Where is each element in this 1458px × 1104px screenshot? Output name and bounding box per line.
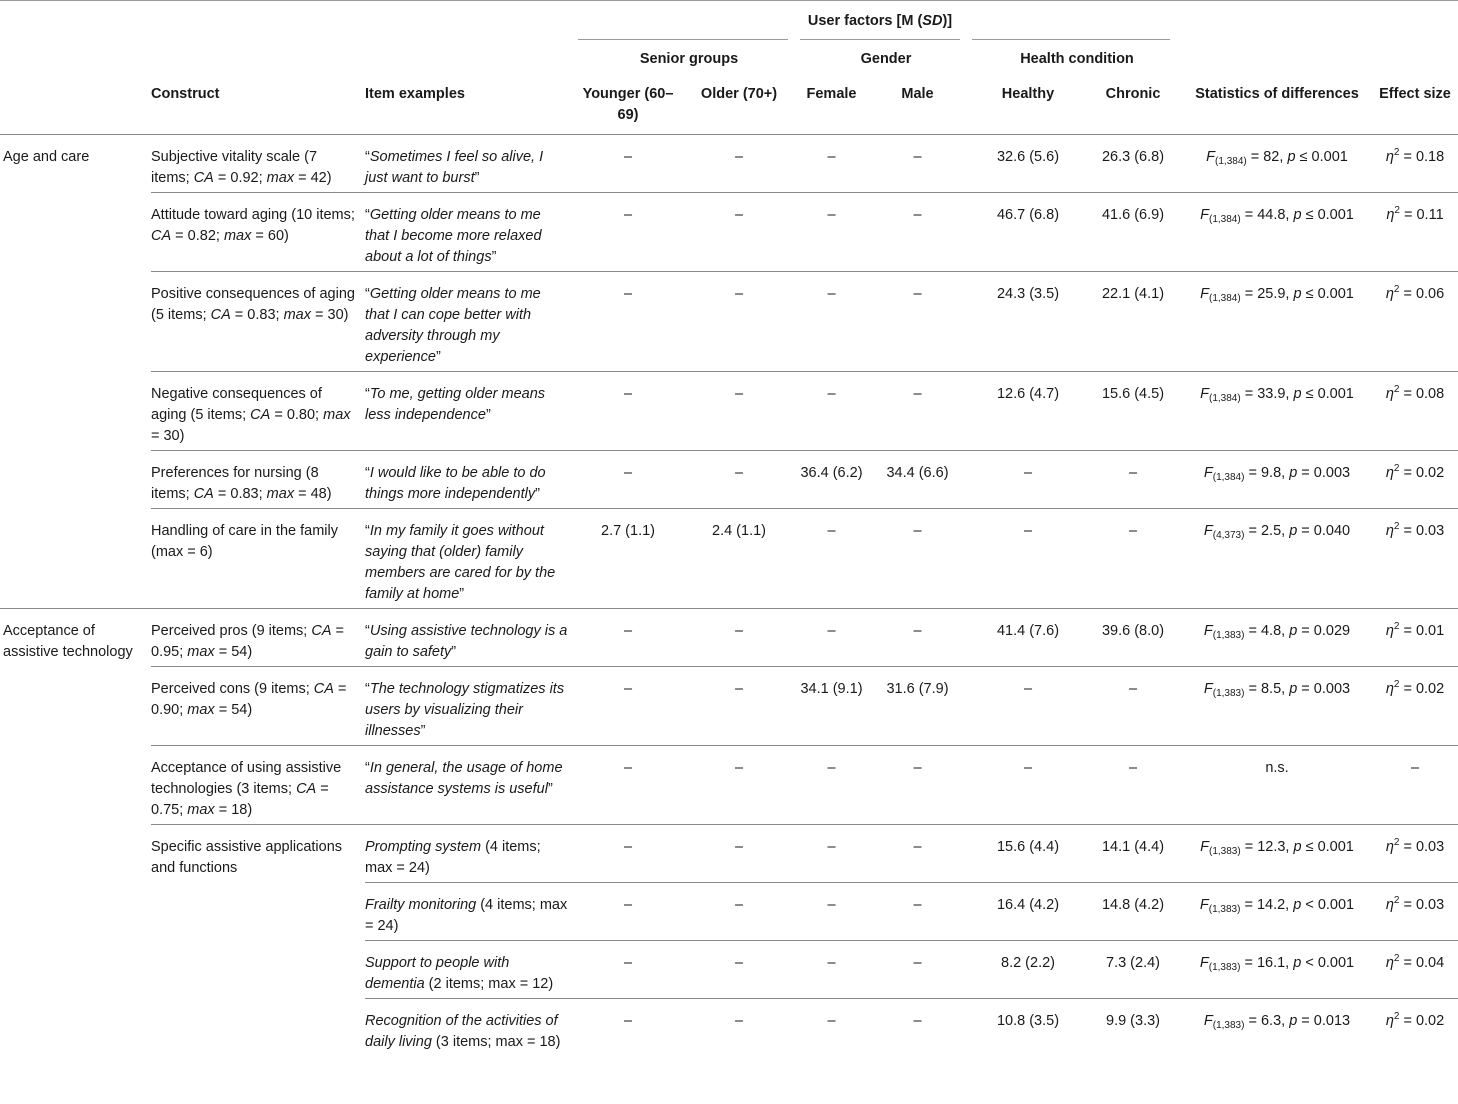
male-value: – <box>863 272 972 372</box>
statistics-cell: $F_{(1,383)} = 8.5$, p = 0.003 <box>1182 667 1372 746</box>
table-row <box>0 825 1458 883</box>
construct-cell: Perceived cons (9 items; CA = 0.90; max = 54) <box>151 667 365 746</box>
senior-groups-header: Senior groups <box>578 39 800 77</box>
younger-value: – <box>578 746 678 825</box>
statistics-cell: $F_{(1,384)} = 33.9$, p ≤ 0.001 <box>1182 372 1372 451</box>
item-example-cell: “Getting older means to me that I can cope better with adversity through my experience” <box>365 272 578 372</box>
male-value: – <box>863 999 972 1057</box>
statistics-cell: n.s. <box>1182 746 1372 825</box>
section-label: Age and care <box>3 149 90 165</box>
section-label: Acceptance of assistive technology <box>0 609 151 667</box>
male-value: – <box>863 941 972 999</box>
chronic-value: 22.1 (4.1) <box>1084 272 1182 372</box>
construct-cell: Perceived pros (9 items; CA = 0.95; max = 54) <box>151 609 365 667</box>
female-value: – <box>800 609 863 667</box>
healthy-value: 12.6 (4.7) <box>972 372 1084 451</box>
col-younger: Younger (60–69) <box>578 77 678 135</box>
younger-value: – <box>578 451 678 509</box>
table-row <box>0 509 1458 609</box>
effect-size-cell: $\eta^2 = 0.03$ <box>1372 509 1458 609</box>
effect-size-cell: $\eta^2 = 0.04$ <box>1372 941 1458 999</box>
col-female: Female <box>800 77 863 135</box>
statistics-cell: $F_{(1,383)} = 4.8$, p = 0.029 <box>1182 609 1372 667</box>
chronic-value: 7.3 (2.4) <box>1084 941 1182 999</box>
male-value: – <box>863 372 972 451</box>
younger-value: 2.7 (1.1) <box>578 509 678 609</box>
item-example-cell: “Sometimes I feel so alive, I just want to burst” <box>365 149 544 186</box>
male-value: – <box>863 193 972 272</box>
female-value: – <box>827 149 836 165</box>
male-value: – <box>863 609 972 667</box>
statistics-cell: $F_{(1,383)} = 12.3$, p ≤ 0.001 <box>1182 825 1372 883</box>
col-healthy: Healthy <box>972 77 1084 135</box>
table-row <box>0 667 1458 746</box>
female-value: 36.4 (6.2) <box>800 451 863 509</box>
female-value: – <box>800 883 863 941</box>
healthy-value: 46.7 (6.8) <box>972 193 1084 272</box>
younger-value: – <box>578 372 678 451</box>
healthy-value: 32.6 (5.6) <box>996 149 1060 165</box>
col-chronic: Chronic <box>1084 77 1182 135</box>
older-value: – <box>678 667 800 746</box>
effect-size-cell: $\eta^2 = 0.08$ <box>1372 372 1458 451</box>
statistics-cell: $F_{(4,373)} = 2.5$, p = 0.040 <box>1182 509 1372 609</box>
younger-value: – <box>623 149 633 165</box>
younger-value: – <box>578 272 678 372</box>
statistics-cell: $F_{(1,383)} = 16.1$, p < 0.001 <box>1182 941 1372 999</box>
female-value: – <box>800 193 863 272</box>
healthy-value: – <box>972 746 1084 825</box>
male-value: – <box>863 746 972 825</box>
effect-size-cell: $\eta^2 = 0.02$ <box>1372 999 1458 1057</box>
chronic-value: – <box>1084 509 1182 609</box>
construct-cell: Negative consequences of aging (5 items; CA = 0.80; max = 30) <box>151 372 365 451</box>
construct-cell: Preferences for nursing (8 items; CA = 0.83; max = 48) <box>151 451 365 509</box>
younger-value: – <box>578 193 678 272</box>
construct-cell: Acceptance of using assistive technologies (3 items; CA = 0.75; max = 18) <box>151 746 365 825</box>
effect-size-cell: $\eta^2 = 0.18$ <box>1385 147 1445 165</box>
male-value: – <box>913 149 922 165</box>
older-value: – <box>678 372 800 451</box>
female-value: – <box>800 825 863 883</box>
col-construct: Construct <box>151 77 365 135</box>
healthy-value: – <box>972 509 1084 609</box>
younger-value: – <box>578 941 678 999</box>
chronic-value: – <box>1084 451 1182 509</box>
item-example-cell: “Getting older means to me that I become more relaxed about a lot of things” <box>365 193 578 272</box>
healthy-value: 8.2 (2.2) <box>972 941 1084 999</box>
male-value: – <box>863 883 972 941</box>
healthy-value: 24.3 (3.5) <box>972 272 1084 372</box>
item-example-cell: Support to people with dementia (2 items; max = 12) <box>365 941 578 999</box>
older-value: – <box>678 999 800 1057</box>
older-value: – <box>678 825 800 883</box>
chronic-value: – <box>1084 746 1182 825</box>
older-value: – <box>678 883 800 941</box>
table-row <box>0 451 1458 509</box>
col-effect-size: Effect size <box>1372 77 1458 135</box>
chronic-value: 15.6 (4.5) <box>1084 372 1182 451</box>
chronic-value: 14.8 (4.2) <box>1084 883 1182 941</box>
table-row <box>0 193 1458 272</box>
effect-size-cell: – <box>1372 746 1458 825</box>
statistics-cell: $F_{(1,384)} = 25.9$, p ≤ 0.001 <box>1182 272 1372 372</box>
older-value: 2.4 (1.1) <box>678 509 800 609</box>
healthy-value: – <box>972 451 1084 509</box>
col-male: Male <box>863 77 972 135</box>
item-example-cell: Recognition of the activities of daily living (3 items; max = 18) <box>365 999 578 1057</box>
item-example-cell: “In my family it goes without saying that (older) family members are cared for by the family at home” <box>365 509 578 609</box>
older-value: – <box>734 149 744 165</box>
item-example-cell: “Using assistive technology is a gain to safety” <box>365 609 578 667</box>
healthy-value: – <box>972 667 1084 746</box>
gender-header: Gender <box>800 39 972 77</box>
table-row <box>0 135 1458 193</box>
construct-cell <box>151 999 365 1057</box>
effect-size-cell: $\eta^2 = 0.06$ <box>1372 272 1458 372</box>
construct-cell: Handling of care in the family (max = 6) <box>151 509 365 609</box>
older-value: – <box>678 746 800 825</box>
younger-value: – <box>578 999 678 1057</box>
chronic-value: 26.3 (6.8) <box>1101 149 1165 165</box>
chronic-value: 41.6 (6.9) <box>1084 193 1182 272</box>
construct-cell: Positive consequences of aging (5 items; CA = 0.83; max = 30) <box>151 272 365 372</box>
older-value: – <box>678 193 800 272</box>
male-value: – <box>863 825 972 883</box>
item-example-cell: Frailty monitoring (4 items; max = 24) <box>365 883 578 941</box>
healthy-value: 15.6 (4.4) <box>972 825 1084 883</box>
healthy-value: 16.4 (4.2) <box>972 883 1084 941</box>
table-row <box>0 883 1458 941</box>
effect-size-cell: $\eta^2 = 0.02$ <box>1372 451 1458 509</box>
healthy-value: 41.4 (7.6) <box>972 609 1084 667</box>
item-example-cell: “In general, the usage of home assistance systems is useful” <box>365 746 578 825</box>
construct-cell <box>151 941 365 999</box>
item-example-cell: “I would like to be able to do things more independently” <box>365 451 578 509</box>
effect-size-cell: $\eta^2 = 0.02$ <box>1372 667 1458 746</box>
male-value: 31.6 (7.9) <box>863 667 972 746</box>
effect-size-cell: $\eta^2 = 0.01$ <box>1372 609 1458 667</box>
chronic-value: 39.6 (8.0) <box>1084 609 1182 667</box>
col-stats: Statistics of differences <box>1182 77 1372 135</box>
construct-cell: Subjective vitality scale (7 items; CA = 0.92; max = 42) <box>151 149 332 186</box>
older-value: – <box>678 609 800 667</box>
female-value: – <box>800 746 863 825</box>
younger-value: – <box>578 667 678 746</box>
item-example-cell: Prompting system (4 items; max = 24) <box>365 825 578 883</box>
older-value: – <box>678 272 800 372</box>
table-row <box>0 372 1458 451</box>
female-value: 34.1 (9.1) <box>800 667 863 746</box>
chronic-value: 14.1 (4.4) <box>1084 825 1182 883</box>
item-example-cell: “To me, getting older means less independence” <box>365 372 578 451</box>
male-value: 34.4 (6.6) <box>863 451 972 509</box>
older-value: – <box>678 941 800 999</box>
effect-size-cell: $\eta^2 = 0.11$ <box>1372 193 1458 272</box>
statistics-cell: $F_{(1,384)} = 44.8$, p ≤ 0.001 <box>1182 193 1372 272</box>
healthy-value: 10.8 (3.5) <box>972 999 1084 1057</box>
health-header: Health condition <box>972 39 1182 77</box>
older-value: – <box>678 451 800 509</box>
user-factors-header: User factors [M (SD)] <box>807 13 953 29</box>
female-value: – <box>800 272 863 372</box>
male-value: – <box>863 509 972 609</box>
younger-value: – <box>578 609 678 667</box>
statistics-cell: $F_{(1,384)} = 82$, p ≤ 0.001 <box>1206 149 1348 167</box>
female-value: – <box>800 999 863 1057</box>
statistics-cell: $F_{(1,384)} = 9.8$, p = 0.003 <box>1182 451 1372 509</box>
chronic-value: 9.9 (3.3) <box>1084 999 1182 1057</box>
statistics-cell: $F_{(1,383)} = 14.2$, p < 0.001 <box>1182 883 1372 941</box>
construct-cell: Specific assistive applications and functions <box>151 825 365 883</box>
female-value: – <box>800 941 863 999</box>
table-row <box>0 941 1458 999</box>
effect-size-cell: $\eta^2 = 0.03$ <box>1372 883 1458 941</box>
table-row <box>0 999 1458 1057</box>
chronic-value: – <box>1084 667 1182 746</box>
construct-cell: Attitude toward aging (10 items; CA = 0.82; max = 60) <box>151 193 365 272</box>
construct-cell <box>151 883 365 941</box>
effect-size-cell: $\eta^2 = 0.03$ <box>1372 825 1458 883</box>
col-item-examples: Item examples <box>365 77 578 135</box>
table-row <box>0 746 1458 825</box>
col-older: Older (70+) <box>678 77 800 135</box>
table-row <box>0 272 1458 372</box>
statistics-cell: $F_{(1,383)} = 6.3$, p = 0.013 <box>1182 999 1372 1057</box>
younger-value: – <box>578 825 678 883</box>
younger-value: – <box>578 883 678 941</box>
female-value: – <box>800 509 863 609</box>
item-example-cell: “The technology stigmatizes its users by visualizing their illnesses” <box>365 667 578 746</box>
table-row <box>0 609 1458 667</box>
female-value: – <box>800 372 863 451</box>
